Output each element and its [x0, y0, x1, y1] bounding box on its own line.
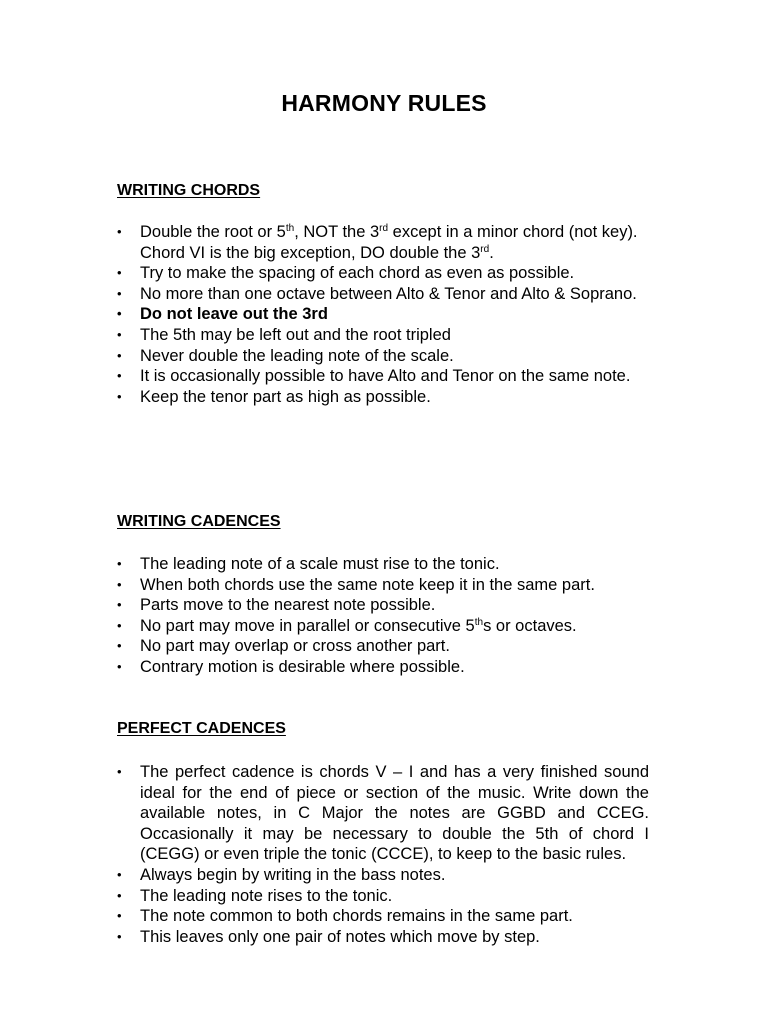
section-heading-writing-chords: WRITING CHORDS	[117, 182, 261, 199]
list-item: • The 5th may be left out and the root tripled	[117, 325, 451, 344]
list-item: • Parts move to the nearest note possible.	[117, 596, 436, 615]
bullet-icon: •	[117, 388, 122, 404]
list-item: • Contrary motion is desirable where possible.	[117, 657, 465, 676]
list-item: • Do not leave out the 3rd	[117, 305, 328, 324]
list-item: • The perfect cadence is chords V – I and has a very finished sound ideal for the end of piece or section of the music. Write down the available notes, in C Major the notes are GGBD and CCEG. Occasionally it may be necessary to double the 5th of chord I (CEGG) or even triple the tonic (CCCE), to keep to the basic rules.	[117, 763, 649, 864]
writing-cadences-list	[117, 554, 649, 678]
list-item: • Never double the leading note of the scale.	[117, 346, 454, 365]
list-item: • It is occasionally possible to have Alto and Tenor on the same note.	[117, 367, 631, 386]
bullet-icon: •	[117, 887, 122, 903]
writing-chords-list	[117, 222, 649, 407]
bullet-icon: •	[117, 265, 122, 281]
bullet-icon: •	[117, 658, 122, 674]
perfect-cadences-list	[117, 762, 649, 947]
list-item: • Try to make the spacing of each chord as even as possible.	[117, 264, 575, 283]
list-item: • No more than one octave between Alto & Tenor and Alto & Soprano.	[117, 284, 637, 303]
list-item: • When both chords use the same note keep it in the same part.	[117, 575, 595, 594]
bullet-icon: •	[117, 866, 122, 882]
section-heading-perfect-cadences: PERFECT CADENCES	[117, 720, 286, 737]
bullet-icon: •	[117, 347, 122, 363]
bullet-icon: •	[117, 368, 122, 384]
page-title: HARMONY RULES	[281, 90, 487, 116]
bullet-icon: •	[117, 638, 122, 654]
bullet-icon: •	[117, 556, 122, 571]
bullet-icon: •	[117, 928, 122, 944]
list-item: • The note common to both chords remains in the same part.	[117, 907, 573, 926]
list-item: • The leading note rises to the tonic.	[117, 886, 393, 905]
bullet-icon: •	[117, 597, 122, 613]
bullet-icon: •	[117, 224, 122, 239]
bullet-icon: •	[117, 576, 122, 592]
bullet-icon: •	[117, 908, 122, 924]
bullet-icon: •	[117, 285, 122, 301]
bullet-icon: •	[117, 306, 122, 322]
list-item-continuation: Chord VI is the big exception, DO double the 3rd.	[140, 243, 494, 262]
bullet-icon: •	[117, 617, 122, 633]
list-item: • This leaves only one pair of notes which move by step.	[117, 927, 540, 946]
list-item: • No part may overlap or cross another part.	[117, 637, 450, 656]
list-item: • The leading note of a scale must rise to the tonic.	[117, 555, 500, 573]
list-item: • Keep the tenor part as high as possible.	[117, 387, 431, 406]
list-item: • Double the root or 5th, NOT the 3rd except in a minor chord (not key). Chord VI is the big exception, DO double the 3rd.	[117, 222, 649, 263]
section-heading-writing-cadences: WRITING CADENCES	[117, 513, 281, 530]
list-item: • No part may move in parallel or consecutive 5ths or octaves.	[117, 616, 577, 635]
bullet-icon: •	[117, 764, 122, 779]
bullet-icon: •	[117, 326, 122, 342]
list-item: • Always begin by writing in the bass notes.	[117, 865, 446, 884]
